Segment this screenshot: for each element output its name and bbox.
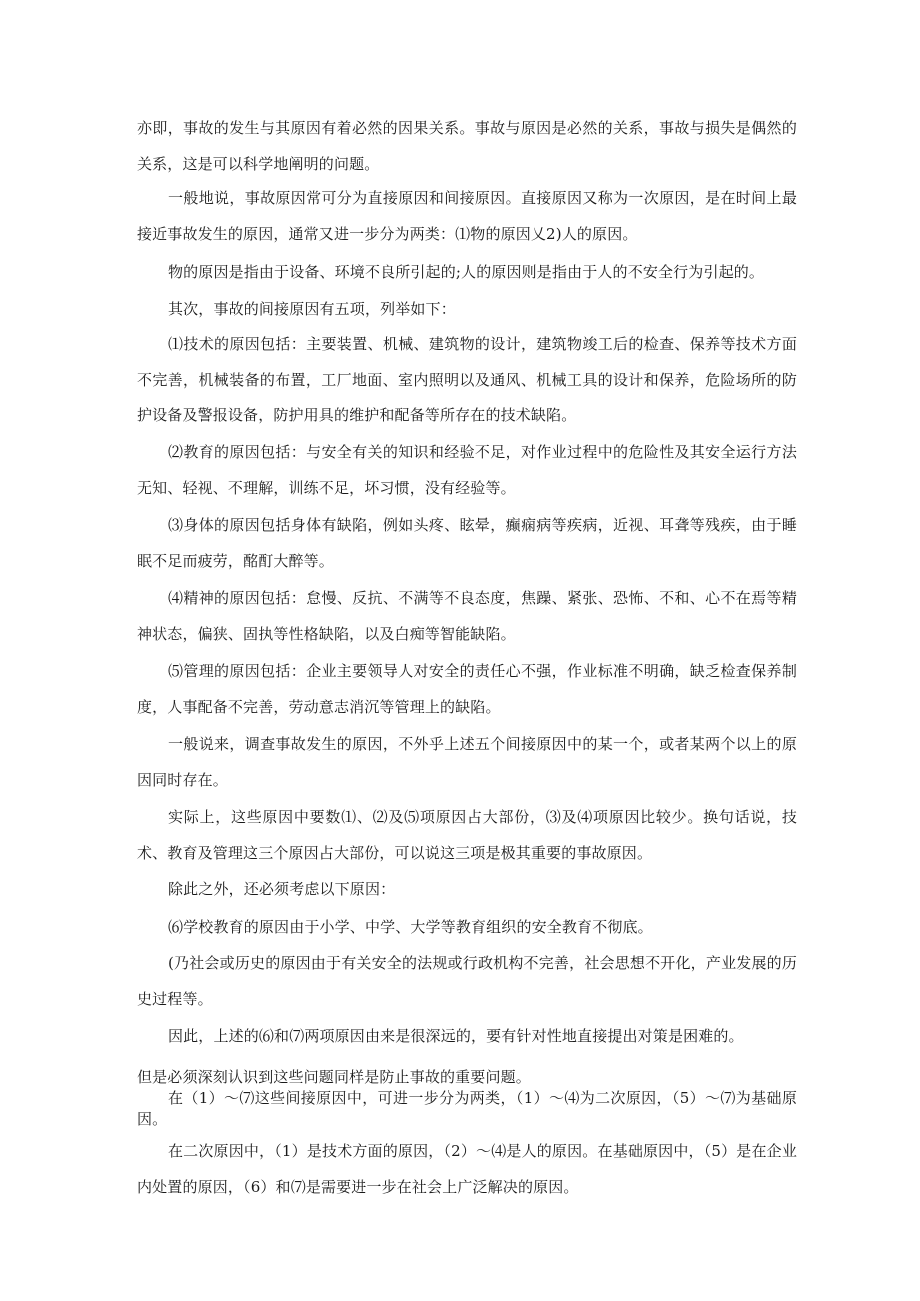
paragraph-investigation: 一般说来，调查事故发生的原因，不外乎上述五个间接原因中的某一个，或者某两个以上的原因同时存在。 bbox=[137, 735, 797, 789]
paragraph-deep-origin: 因此，上述的⑹和⑺两项原因由来是很深远的，要有针对性地直接提出对策是困难的。 bbox=[168, 1027, 744, 1045]
paragraph-mental-cause: ⑷精神的原因包括：怠慢、反抗、不满等不良态度，焦躁、紧张、恐怖、不和、心不在焉等精神状态，偏狭、固执等性格缺陷，以及白痴等智能缺陷。 bbox=[137, 589, 797, 643]
paragraph-proportions: 实际上，这些原因中要数⑴、⑵及⑸项原因占大部份，⑶及⑷项原因比较少。换句话说，技术、教育及管理这三个原因占大部份，可以说这三项是极其重要的事故原因。 bbox=[137, 808, 797, 862]
paragraph-technical-cause: ⑴技术的原因包括：主要装置、机械、建筑物的设计，建筑物竣工后的检查、保养等技术方面不完善，机械装备的布置，工厂地面、室内照明以及通风、机械工具的设计和保养，危险场所的防护设备及警报设备，防护用具的维护和配备等所存在的技术缺陷。 bbox=[137, 335, 797, 424]
paragraph-important-issue: 但是必须深刻认识到这些问题同样是防止事故的重要问题。 bbox=[137, 1068, 531, 1086]
paragraph-classification: 在（1）〜⑺这些间接原因中，可进一步分为两类，（1）〜⑷为二次原因，（5）〜⑺为基础原因。 bbox=[137, 1089, 797, 1128]
paragraph-additional: 除此之外，还必须考虑以下原因： bbox=[168, 880, 396, 898]
paragraph-school-cause: ⑹学校教育的原因由于小学、中学、大学等教育组织的安全教育不彻底。 bbox=[168, 918, 653, 936]
paragraph-secondary-basic: 在二次原因中，（1）是技术方面的原因，（2）〜⑷是人的原因。在基础原因中，（5）是在企业内处置的原因，（6）和⑺是需要进一步在社会上广泛解决的原因。 bbox=[137, 1142, 797, 1196]
paragraph-five-indirect: 其次，事故的间接原因有五项，列举如下： bbox=[168, 300, 456, 318]
paragraph-management-cause: ⑸管理的原因包括：企业主要领导人对安全的责任心不强，作业标准不明确，缺乏检查保养制度，人事配备不完善，劳动意志消沉等管理上的缺陷。 bbox=[137, 662, 797, 716]
paragraph-direct-indirect: 一般地说，事故原因常可分为直接原因和间接原因。直接原因又称为一次原因，是在时间上最接近事故发生的原因，通常又进一步分为两类：⑴物的原因乂2)人的原因。 bbox=[137, 189, 797, 243]
paragraph-social-cause: (乃社会或历史的原因由于有关安全的法规或行政机构不完善，社会思想不开化，产业发展的历史过程等。 bbox=[137, 954, 797, 1008]
paragraph-causality: 亦即，事故的发生与其原因有着必然的因果关系。事故与原因是必然的关系，事故与损失是偶然的关系，这是可以科学地阐明的问题。 bbox=[137, 119, 797, 173]
paragraph-physical-cause: ⑶身体的原因包括身体有缺陷，例如头疼、眩晕，癫痫病等疾病，近视、耳聋等残疾，由于睡眠不足而疲劳，酩酊大醉等。 bbox=[137, 516, 797, 570]
paragraph-material-human: 物的原因是指由于设备、环境不良所引起的;人的原因则是指由于人的不安全行为引起的。 bbox=[168, 263, 765, 281]
paragraph-education-cause: ⑵教育的原因包括：与安全有关的知识和经验不足，对作业过程中的危险性及其安全运行方法无知、轻视、不理解，训练不足，坏习惯，没有经验等。 bbox=[137, 443, 797, 497]
